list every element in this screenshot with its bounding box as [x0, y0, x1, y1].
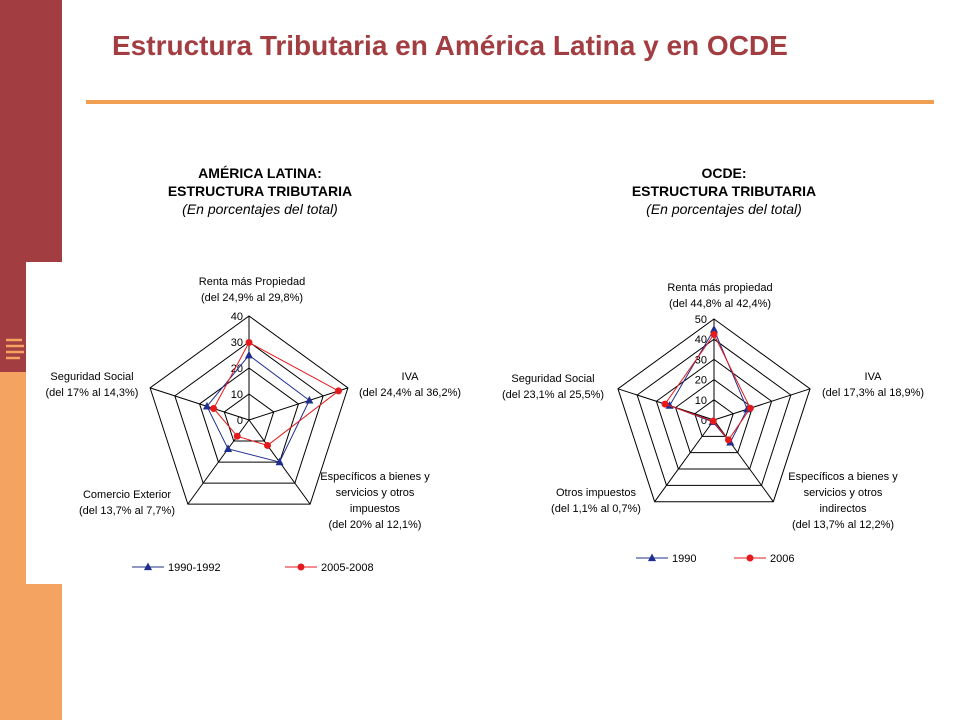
grid-spoke	[655, 420, 714, 502]
category-label-line: impuestos	[349, 503, 401, 515]
category-label-line: IVA	[401, 371, 419, 383]
category-label-line: indirectos	[819, 503, 867, 515]
category-label-line: Seguridad Social	[511, 373, 595, 385]
category-label-line: (del 44,8% al 42,4%)	[668, 298, 772, 310]
legend-label: 2006	[770, 553, 795, 565]
category-label-line: Específicos a bienes y	[320, 471, 430, 483]
category-label-line: (del 24,4% al 36,2%)	[358, 387, 462, 399]
tick-label: 20	[230, 363, 243, 375]
tick-label: 40	[694, 334, 707, 347]
category-label-line: Comercio Exterior	[82, 489, 172, 501]
legend-label: 1990	[672, 553, 697, 565]
legend-item	[734, 553, 794, 565]
chart-note: (En porcentajes del total)	[646, 201, 802, 217]
category-label-line: Específicos a bienes y	[788, 471, 898, 483]
legend-marker	[747, 555, 754, 562]
category-label	[502, 373, 604, 401]
legend-label: 1990-1992	[168, 562, 221, 574]
tick-label: 10	[694, 394, 707, 407]
data-point	[725, 436, 732, 443]
category-label-line: servicios y otros	[335, 487, 415, 499]
grid-spoke	[714, 389, 810, 420]
category-label-line: Renta más Propiedad	[198, 276, 306, 288]
category-label-line: (del 1,1% al 0,7%)	[551, 503, 641, 515]
category-label-line: Seguridad Social	[50, 371, 134, 383]
tick-label: 40	[230, 311, 243, 323]
category-label-line: (del 17% al 14,3%)	[45, 387, 139, 399]
chart-note: (En porcentajes del total)	[182, 201, 338, 217]
category-label-line: servicios y otros	[803, 487, 883, 499]
tick-label: 50	[694, 314, 707, 326]
category-label	[822, 371, 924, 399]
tick-label: 30	[694, 354, 707, 367]
category-label-line: IVA	[864, 371, 882, 383]
category-label-line: Otros impuestos	[555, 487, 637, 499]
slide-title: Estructura Tributaria en América Latina y en OCDE	[112, 30, 788, 61]
data-point	[710, 418, 717, 425]
data-point	[711, 331, 718, 338]
data-point	[747, 405, 754, 412]
category-label-line: (del 20% al 12,1%)	[328, 519, 422, 531]
legend-label: 2005-2008	[321, 562, 374, 574]
tick-label: 20	[694, 374, 707, 387]
chart-subtitle: ESTRUCTURA TRIBUTARIA	[167, 183, 353, 199]
legend-marker	[648, 554, 656, 562]
category-label	[788, 471, 898, 531]
category-label	[551, 487, 641, 515]
chart-subtitle: ESTRUCTURA TRIBUTARIA	[631, 183, 817, 199]
category-label-line: (del 13,7% al 7,7%)	[79, 505, 175, 517]
data-point	[662, 401, 669, 408]
tick-label: 0	[700, 415, 707, 427]
grid-spoke	[714, 420, 773, 502]
chart-title: AMÉRICA LATINA:	[198, 165, 322, 181]
category-label	[667, 282, 772, 310]
legend-item	[636, 553, 696, 565]
category-label-line: Renta más propiedad	[667, 282, 773, 294]
chart-title: OCDE:	[701, 165, 747, 181]
tick-label: 30	[230, 337, 243, 349]
category-label-line: (del 23,1% al 25,5%)	[501, 389, 605, 401]
tick-label: 10	[230, 389, 243, 401]
tick-label: 0	[236, 415, 243, 427]
category-label-line: (del 17,3% al 18,9%)	[821, 387, 925, 399]
category-label-line: (del 13,7% al 12,2%)	[791, 519, 895, 531]
category-label-line: (del 24,9% al 29,8%)	[200, 292, 304, 304]
